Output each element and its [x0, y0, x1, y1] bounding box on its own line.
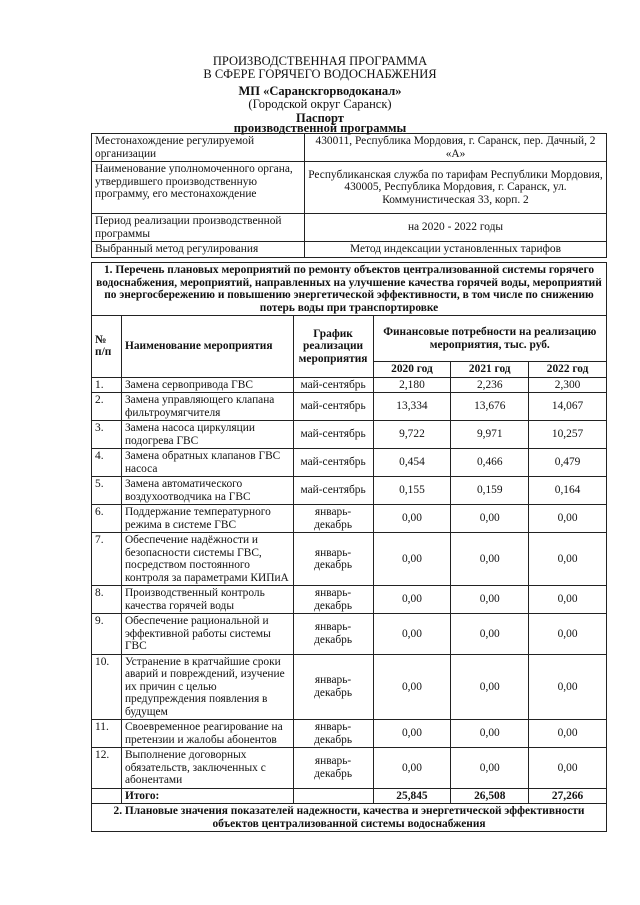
row-value: 0,00	[451, 533, 529, 586]
row-num: 2.	[92, 393, 122, 421]
row-schedule: январь-декабрь	[293, 720, 373, 748]
passport-label: Выбранный метод регулирования	[92, 242, 305, 258]
row-value: 0,00	[373, 586, 451, 614]
table-row	[92, 377, 607, 393]
row-name: Своевременное реагирование на претензии и жалобы абонентов	[121, 720, 293, 748]
passport-value: Метод индексации установленных тарифов	[305, 242, 607, 258]
row-num: 3.	[92, 421, 122, 449]
passport-row	[92, 162, 607, 214]
row-value: 0,00	[529, 586, 607, 614]
row-value: 2,300	[529, 377, 607, 393]
row-value: 0,00	[373, 654, 451, 720]
table-row	[92, 505, 607, 533]
row-num: 4.	[92, 449, 122, 477]
row-value: 0,00	[451, 505, 529, 533]
row-num: 10.	[92, 654, 122, 720]
row-name: Производственный контроль качества горячей воды	[121, 586, 293, 614]
row-name: Замена насоса циркуляции подогрева ГВС	[121, 421, 293, 449]
row-value: 9,971	[451, 421, 529, 449]
row-num: 6.	[92, 505, 122, 533]
header-year: 2020 год	[373, 362, 451, 378]
row-value: 0,00	[451, 614, 529, 655]
row-name: Замена управляющего клапана фильтроумягчителя	[121, 393, 293, 421]
table-row	[92, 654, 607, 720]
row-value: 0,00	[529, 748, 607, 789]
row-name: Замена обратных клапанов ГВС насоса	[121, 449, 293, 477]
row-value: 0,466	[451, 449, 529, 477]
total-value: 26,508	[451, 788, 529, 804]
row-value: 0,00	[373, 533, 451, 586]
row-value: 0,454	[373, 449, 451, 477]
row-value: 0,164	[529, 477, 607, 505]
district: (Городской округ Саранск)	[248, 97, 392, 111]
table-row	[92, 748, 607, 789]
total-value: 27,266	[529, 788, 607, 804]
row-num: 7.	[92, 533, 122, 586]
passport-label: Период реализации производственной программы	[92, 214, 305, 242]
total-value: 25,845	[373, 788, 451, 804]
section1-title: 1. Перечень плановых мероприятий по ремонту объектов централизованной системы горячего водоснабжения, мероприятий, направленных на улучшение качества горячей воды, мероприятий по энергосбережению и повышению энергетической эффективности, в том числе по снижению потерь воды при транспортировке	[92, 263, 607, 316]
doc-title-line1: ПРОИЗВОДСТВЕННАЯ ПРОГРАММА	[212, 54, 428, 68]
doc-title-line2: В СФЕРЕ ГОРЯЧЕГО ВОДОСНАБЖЕНИЯ	[203, 67, 437, 81]
passport-value: Республиканская служба по тарифам Республики Мордовия, 430005, Республика Мордовия, г. Саранск, ул. Коммунистическая 33, корп. 2	[305, 162, 607, 214]
row-value: 0,00	[373, 614, 451, 655]
row-num: 11.	[92, 720, 122, 748]
passport-title: Паспорт	[296, 111, 344, 125]
org-name: МП «Саранскгорводоканал»	[238, 84, 402, 98]
total-label: Итого:	[121, 788, 293, 804]
table-row	[92, 421, 607, 449]
passport-row	[92, 134, 607, 162]
row-value: 2,180	[373, 377, 451, 393]
row-schedule: январь-декабрь	[293, 654, 373, 720]
row-value: 0,00	[529, 720, 607, 748]
header-schedule: График реализации мероприятия	[293, 316, 373, 378]
row-value: 0,155	[373, 477, 451, 505]
total-row	[92, 788, 607, 804]
row-schedule: январь-декабрь	[293, 505, 373, 533]
passport-subtitle: производственной программы	[233, 121, 407, 135]
row-value: 0,00	[373, 505, 451, 533]
row-name: Поддержание температурного режима в системе ГВС	[121, 505, 293, 533]
row-num: 1.	[92, 377, 122, 393]
row-num: 9.	[92, 614, 122, 655]
passport-label: Наименование уполномоченного органа, утвердившего производственную программу, его местонахождение	[92, 162, 305, 214]
row-value: 0,479	[529, 449, 607, 477]
row-value: 0,00	[529, 614, 607, 655]
row-schedule: январь-декабрь	[293, 614, 373, 655]
row-value: 0,00	[451, 748, 529, 789]
row-value: 0,00	[529, 505, 607, 533]
header-year: 2022 год	[529, 362, 607, 378]
header-finance: Финансовые потребности на реализацию мероприятия, тыс. руб.	[373, 316, 606, 362]
row-value: 0,00	[529, 654, 607, 720]
passport-row	[92, 214, 607, 242]
row-value: 2,236	[451, 377, 529, 393]
row-schedule: январь-декабрь	[293, 586, 373, 614]
table-row	[92, 477, 607, 505]
table-row	[92, 720, 607, 748]
table-row	[92, 586, 607, 614]
row-value: 0,00	[373, 748, 451, 789]
row-value: 10,257	[529, 421, 607, 449]
section2-title: 2. Плановые значения показателей надежности, качества и энергетической эффективности объектов централизованной системы водоснабжения	[92, 804, 607, 832]
row-name: Замена сервопривода ГВС	[121, 377, 293, 393]
row-value: 9,722	[373, 421, 451, 449]
row-schedule: май-сентябрь	[293, 377, 373, 393]
row-value: 0,00	[451, 654, 529, 720]
header-num: № п/п	[92, 316, 122, 378]
passport-label: Местонахождение регулируемой организации	[92, 134, 305, 162]
passport-row	[92, 242, 607, 258]
row-value: 13,676	[451, 393, 529, 421]
row-value: 13,334	[373, 393, 451, 421]
row-schedule: май-сентябрь	[293, 477, 373, 505]
row-num: 5.	[92, 477, 122, 505]
table-row	[92, 449, 607, 477]
table-row	[92, 614, 607, 655]
row-schedule: май-сентябрь	[293, 421, 373, 449]
row-value: 14,067	[529, 393, 607, 421]
passport-value: на 2020 - 2022 годы	[305, 214, 607, 242]
header-name: Наименование мероприятия	[121, 316, 293, 378]
passport-table	[91, 133, 607, 258]
row-value: 0,00	[451, 720, 529, 748]
row-name: Обеспечение надёжности и безопасности системы ГВС, посредством постоянного контроля за параметрами КИПиА	[121, 533, 293, 586]
row-value: 0,00	[373, 720, 451, 748]
row-value: 0,159	[451, 477, 529, 505]
table-row	[92, 393, 607, 421]
row-num: 12.	[92, 748, 122, 789]
row-name: Выполнение договорных обязательств, заключенных с абонентами	[121, 748, 293, 789]
header-year: 2021 год	[451, 362, 529, 378]
row-schedule: май-сентябрь	[293, 393, 373, 421]
measures-table	[91, 262, 607, 832]
row-name: Устранение в кратчайшие сроки аварий и повреждений, изучение их причин с целью предупреждения появления в будущем	[121, 654, 293, 720]
row-value: 0,00	[451, 586, 529, 614]
table-row	[92, 533, 607, 586]
row-num: 8.	[92, 586, 122, 614]
row-name: Замена автоматического воздухоотводчика на ГВС	[121, 477, 293, 505]
row-value: 0,00	[529, 533, 607, 586]
passport-value: 430011, Республика Мордовия, г. Саранск, пер. Дачный, 2 «А»	[305, 134, 607, 162]
row-schedule: январь-декабрь	[293, 748, 373, 789]
row-name: Обеспечение рациональной и эффективной работы системы ГВС	[121, 614, 293, 655]
row-schedule: январь-декабрь	[293, 533, 373, 586]
row-schedule: май-сентябрь	[293, 449, 373, 477]
